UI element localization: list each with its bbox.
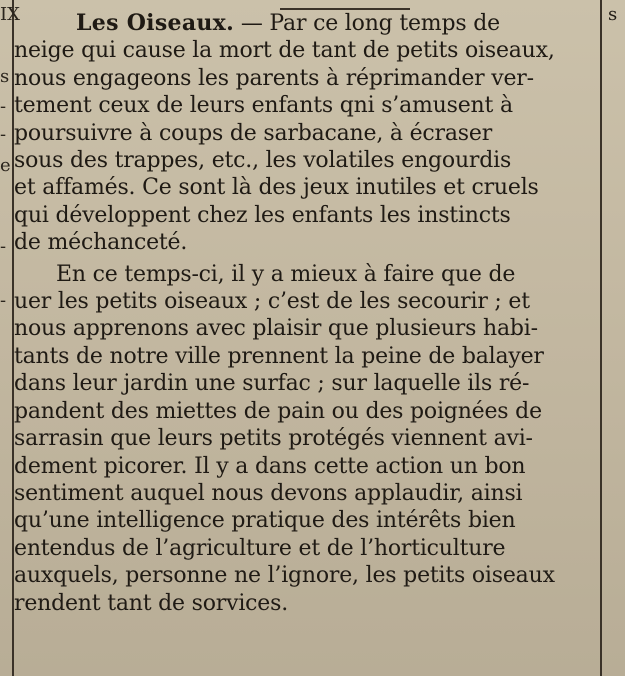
article-line: poursuivre à coups de sarbacane, à écraser xyxy=(14,120,493,146)
left-column-edge xyxy=(0,0,20,676)
article-line: tants de notre ville prennent la peine de balayer xyxy=(14,343,544,369)
article-line: dans leur jardin une surfac ; sur laquelle ils ré- xyxy=(14,371,530,397)
article-line: sentiment auquel nous devons applaudir, ainsi xyxy=(14,480,523,506)
paragraph-1 xyxy=(14,10,594,257)
article-line: nous engageons les parents à réprimander ver- xyxy=(14,65,534,91)
paragraph-2 xyxy=(14,261,594,617)
margin-fragment: - xyxy=(0,124,7,145)
article-line: qui développent chez les enfants les instincts xyxy=(14,202,511,228)
margin-fragment: - xyxy=(0,290,7,311)
article-line xyxy=(14,10,594,37)
article-line: dement picorer. Il y a dans cette action un bon xyxy=(14,453,526,479)
article-line: neige qui cause la mort de tant de petits oiseaux, xyxy=(14,38,555,64)
article-line: tement ceux de leurs enfants qni s’amusent à xyxy=(14,93,513,119)
margin-fragment: IX xyxy=(0,4,20,25)
article-line: uer les petits oiseaux ; c’est de les secourir ; et xyxy=(14,289,530,315)
article-line: rendent tant de sorvices. xyxy=(14,590,289,616)
article-line: pandent des miettes de pain ou des poignées de xyxy=(14,398,542,424)
margin-fragment: - xyxy=(0,96,7,117)
article-line: de méchanceté. xyxy=(14,230,188,256)
article-line: entendus de l’agriculture et de l’horticulture xyxy=(14,535,506,561)
article-line: et affamés. Ce sont là des jeux inutiles et cruels xyxy=(14,175,539,201)
margin-fragment-right: s xyxy=(608,4,618,25)
article-line: sous des trappes, etc., les volatiles engourdis xyxy=(14,148,512,174)
margin-fragment: e xyxy=(0,155,11,176)
article-heading: Les Oiseaux. xyxy=(76,10,235,36)
margin-fragment: s xyxy=(0,66,10,87)
margin-fragment: - xyxy=(0,236,7,257)
right-column-edge xyxy=(600,0,625,676)
article-les-oiseaux xyxy=(14,10,594,617)
article-line-text: — Par ce long temps de xyxy=(240,11,500,36)
article-line: auxquels, personne ne l’ignore, les petits oiseaux xyxy=(14,563,555,589)
article-line: qu’une intelligence pratique des intérêts bien xyxy=(14,508,516,534)
article-line: nous apprenons avec plaisir que plusieurs habi- xyxy=(14,316,538,342)
article-line: En ce temps-ci, il y a mieux à faire que de xyxy=(56,261,516,287)
article-line: sarrasin que leurs petits protégés viennent avi- xyxy=(14,426,533,452)
